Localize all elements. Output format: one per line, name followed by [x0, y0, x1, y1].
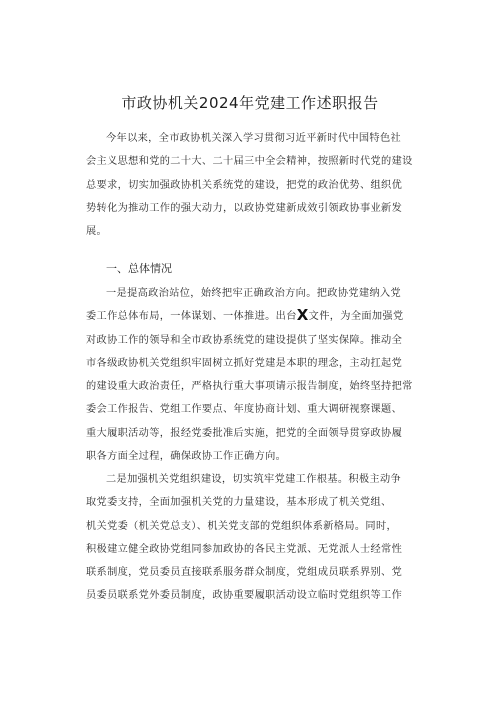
text-line: 一是提高政治站位，始终把牢正确政治方向。把政协党建纳入党: [106, 288, 402, 299]
text-line: 对政协工作的领导和全市政协系统党的建设提供了坚实保障。推动全: [86, 334, 403, 346]
text-line: 委会工作报告、党组工作要点、年度协商计划、重大调研视察课题、: [86, 404, 403, 416]
text-line: 员委员联系党外委员制度，政协重要履职活动设立临时党组织等工作: [86, 590, 403, 602]
text-line: 今年以来，全市政协机关深入学习贯彻习近平新时代中国特色社: [106, 133, 402, 144]
section-heading: 一、总体情况: [106, 262, 172, 275]
text-line: 的建设重大政治责任，严格执行重大事项请示报告制度，始终坚持把常: [86, 381, 413, 393]
text-line: 势转化为推动工作的强大动力，以政协党建新成效引领政协事业新发: [86, 202, 403, 214]
text-line: 二是加强机关党组织建设，切实筑牢党建工作根基。积极主动争: [106, 474, 402, 485]
text-line: 市各级政协机关党组织牢固树立抓好党建是本职的理念，主动扛起党: [86, 357, 403, 369]
paragraph-one: [86, 282, 416, 468]
paragraph-two: [86, 468, 416, 608]
text-line: 会主义思想和党的二十大、二十届三中全会精神，按照新时代党的建设: [86, 156, 413, 168]
text-line: 机关党委（机关党总支）、机关党支部的党组织体系新格局。同时，: [86, 520, 398, 532]
text-line: 联系制度，党员委员直接联系服务群众制度，党组成员联系界别、党: [86, 567, 403, 579]
text-line: 重大履职活动等，报经党委批准后实施，把党的全面领导贯穿政协履: [86, 427, 403, 439]
text-line-with-mark: [86, 305, 416, 328]
text-line: 职各方面全过程，确保政协工作正确方向。: [86, 451, 287, 463]
text-segment: 文件，为全面加强党: [308, 311, 404, 323]
text-segment: 委工作总体布局，一体谋划、一体推进。出台: [86, 311, 297, 323]
x-mark-icon: X: [296, 306, 309, 325]
text-line: 展。: [86, 226, 108, 238]
page-title: 市政协机关2024年党建工作述职报告: [121, 94, 379, 112]
text-line: 积极建立健全政协党组同参加政协的各民主党派、无党派人士经常性: [86, 543, 403, 555]
text-line: 总要求，切实加强政协机关系统党的建设，把党的政治优势、组织优: [86, 179, 403, 191]
intro-paragraph: [86, 127, 416, 243]
text-line: 取党委支持，全面加强机关党的力量建设，基本形成了机关党组、: [86, 497, 392, 509]
